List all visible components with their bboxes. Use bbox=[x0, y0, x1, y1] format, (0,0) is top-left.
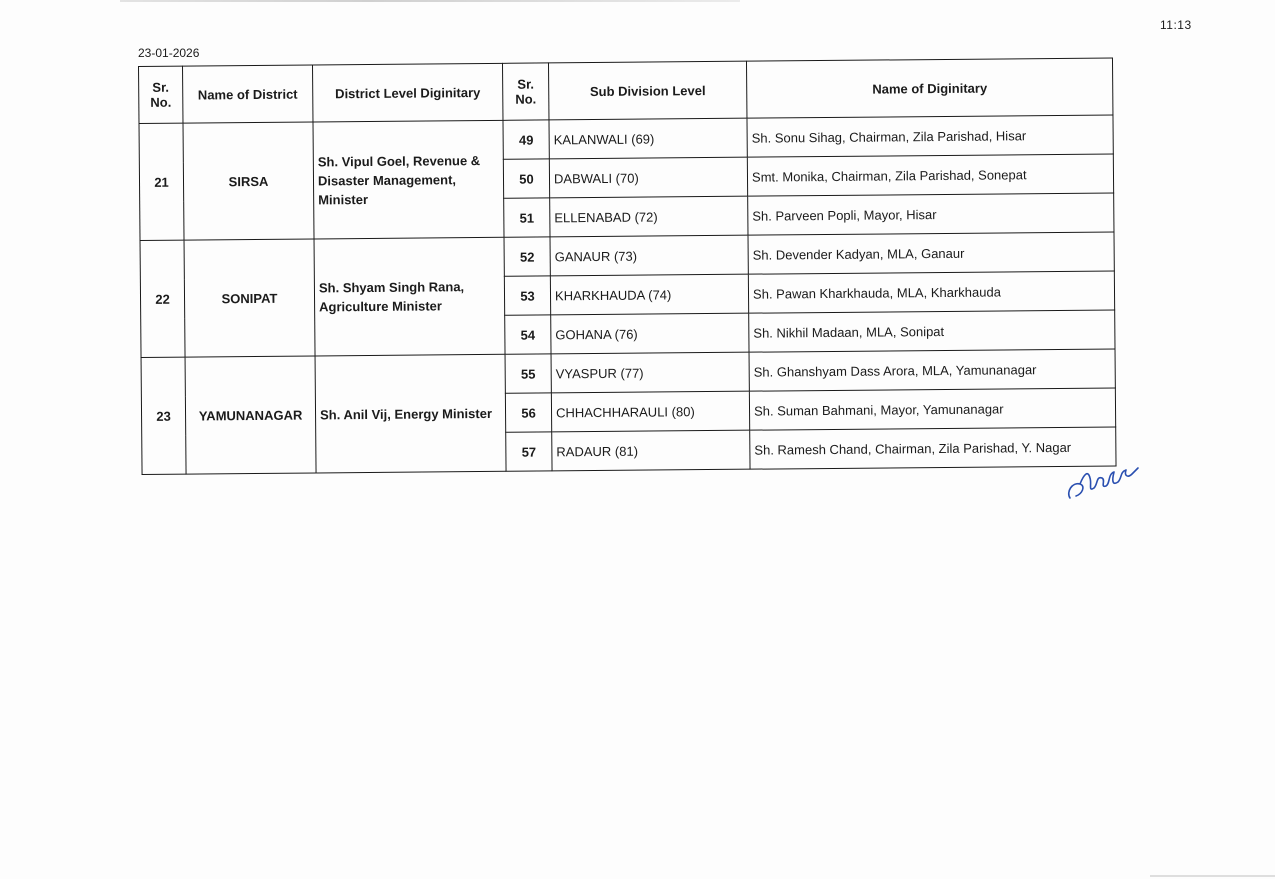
scan-edge-top bbox=[120, 0, 740, 2]
dignitary-table-wrapper bbox=[138, 58, 1116, 475]
subdivision-sr-no: 50 bbox=[503, 159, 549, 198]
subdivision-sr-no: 55 bbox=[505, 354, 551, 393]
district-name: YAMUNANAGAR bbox=[185, 356, 316, 474]
subdivision-dignitary: Smt. Monika, Chairman, Zila Parishad, Sonepat bbox=[747, 154, 1113, 196]
subdivision-sr-no: 54 bbox=[505, 315, 551, 354]
document-date: 23-01-2026 bbox=[138, 46, 200, 60]
subdivision-name: GANAUR (73) bbox=[550, 235, 748, 276]
subdivision-dignitary: Sh. Pawan Kharkhauda, MLA, Kharkhauda bbox=[748, 271, 1114, 313]
dignitary-table bbox=[138, 57, 1117, 474]
subdivision-name: CHHACHHARAULI (80) bbox=[551, 391, 749, 432]
subdivision-dignitary: Sh. Sonu Sihag, Chairman, Zila Parishad, Hisar bbox=[747, 115, 1113, 157]
scan-edge-bottom bbox=[1150, 875, 1275, 877]
subdivision-dignitary: Sh. Nikhil Madaan, MLA, Sonipat bbox=[749, 310, 1115, 352]
column-header-sub-dignitary: Name of Diginitary bbox=[746, 58, 1112, 118]
subdivision-name: GOHANA (76) bbox=[551, 313, 749, 354]
district-name: SIRSA bbox=[183, 122, 314, 240]
column-header-district-dignitary: District Level Diginitary bbox=[312, 63, 502, 122]
subdivision-sr-no: 57 bbox=[506, 432, 552, 471]
subdivision-dignitary: Sh. Suman Bahmani, Mayor, Yamunanagar bbox=[749, 388, 1115, 430]
subdivision-sr-no: 53 bbox=[504, 276, 550, 315]
subdivision-name: KHARKHAUDA (74) bbox=[550, 274, 748, 315]
subdivision-sr-no: 49 bbox=[503, 120, 549, 159]
subdivision-name: RADAUR (81) bbox=[552, 430, 750, 471]
district-dignitary: Sh. Shyam Singh Rana, Agriculture Minister bbox=[314, 237, 505, 356]
subdivision-sr-no: 52 bbox=[504, 237, 550, 276]
print-time: 11:13 bbox=[1160, 18, 1192, 32]
district-sr-no: 23 bbox=[141, 357, 186, 474]
column-header-sr-no: Sr. No. bbox=[139, 66, 183, 123]
handwritten-signature bbox=[1062, 452, 1142, 504]
subdivision-dignitary: Sh. Parveen Popli, Mayor, Hisar bbox=[748, 193, 1114, 235]
subdivision-name: ELLENABAD (72) bbox=[550, 196, 748, 237]
subdivision-name: VYASPUR (77) bbox=[551, 352, 749, 393]
column-header-sub-division: Sub Division Level bbox=[548, 61, 746, 120]
subdivision-sr-no: 51 bbox=[504, 198, 550, 237]
subdivision-dignitary: Sh. Devender Kadyan, MLA, Ganaur bbox=[748, 232, 1114, 274]
district-name: SONIPAT bbox=[184, 239, 315, 357]
district-dignitary: Sh. Vipul Goel, Revenue & Disaster Management, Minister bbox=[313, 120, 504, 239]
district-sr-no: 21 bbox=[139, 123, 184, 240]
subdivision-name: DABWALI (70) bbox=[549, 157, 747, 198]
subdivision-dignitary: Sh. Ramesh Chand, Chairman, Zila Parishad, Y. Nagar bbox=[750, 427, 1116, 469]
table-header-row bbox=[139, 58, 1113, 123]
signature-stroke bbox=[1069, 468, 1138, 498]
subdivision-name: KALANWALI (69) bbox=[549, 118, 747, 159]
column-header-district: Name of District bbox=[183, 65, 313, 123]
subdivision-dignitary: Sh. Ghanshyam Dass Arora, MLA, Yamunanagar bbox=[749, 349, 1115, 391]
district-sr-no: 22 bbox=[140, 240, 185, 357]
column-header-sub-sr-no: Sr. No. bbox=[502, 63, 548, 120]
subdivision-sr-no: 56 bbox=[505, 393, 551, 432]
district-dignitary: Sh. Anil Vij, Energy Minister bbox=[315, 354, 506, 473]
